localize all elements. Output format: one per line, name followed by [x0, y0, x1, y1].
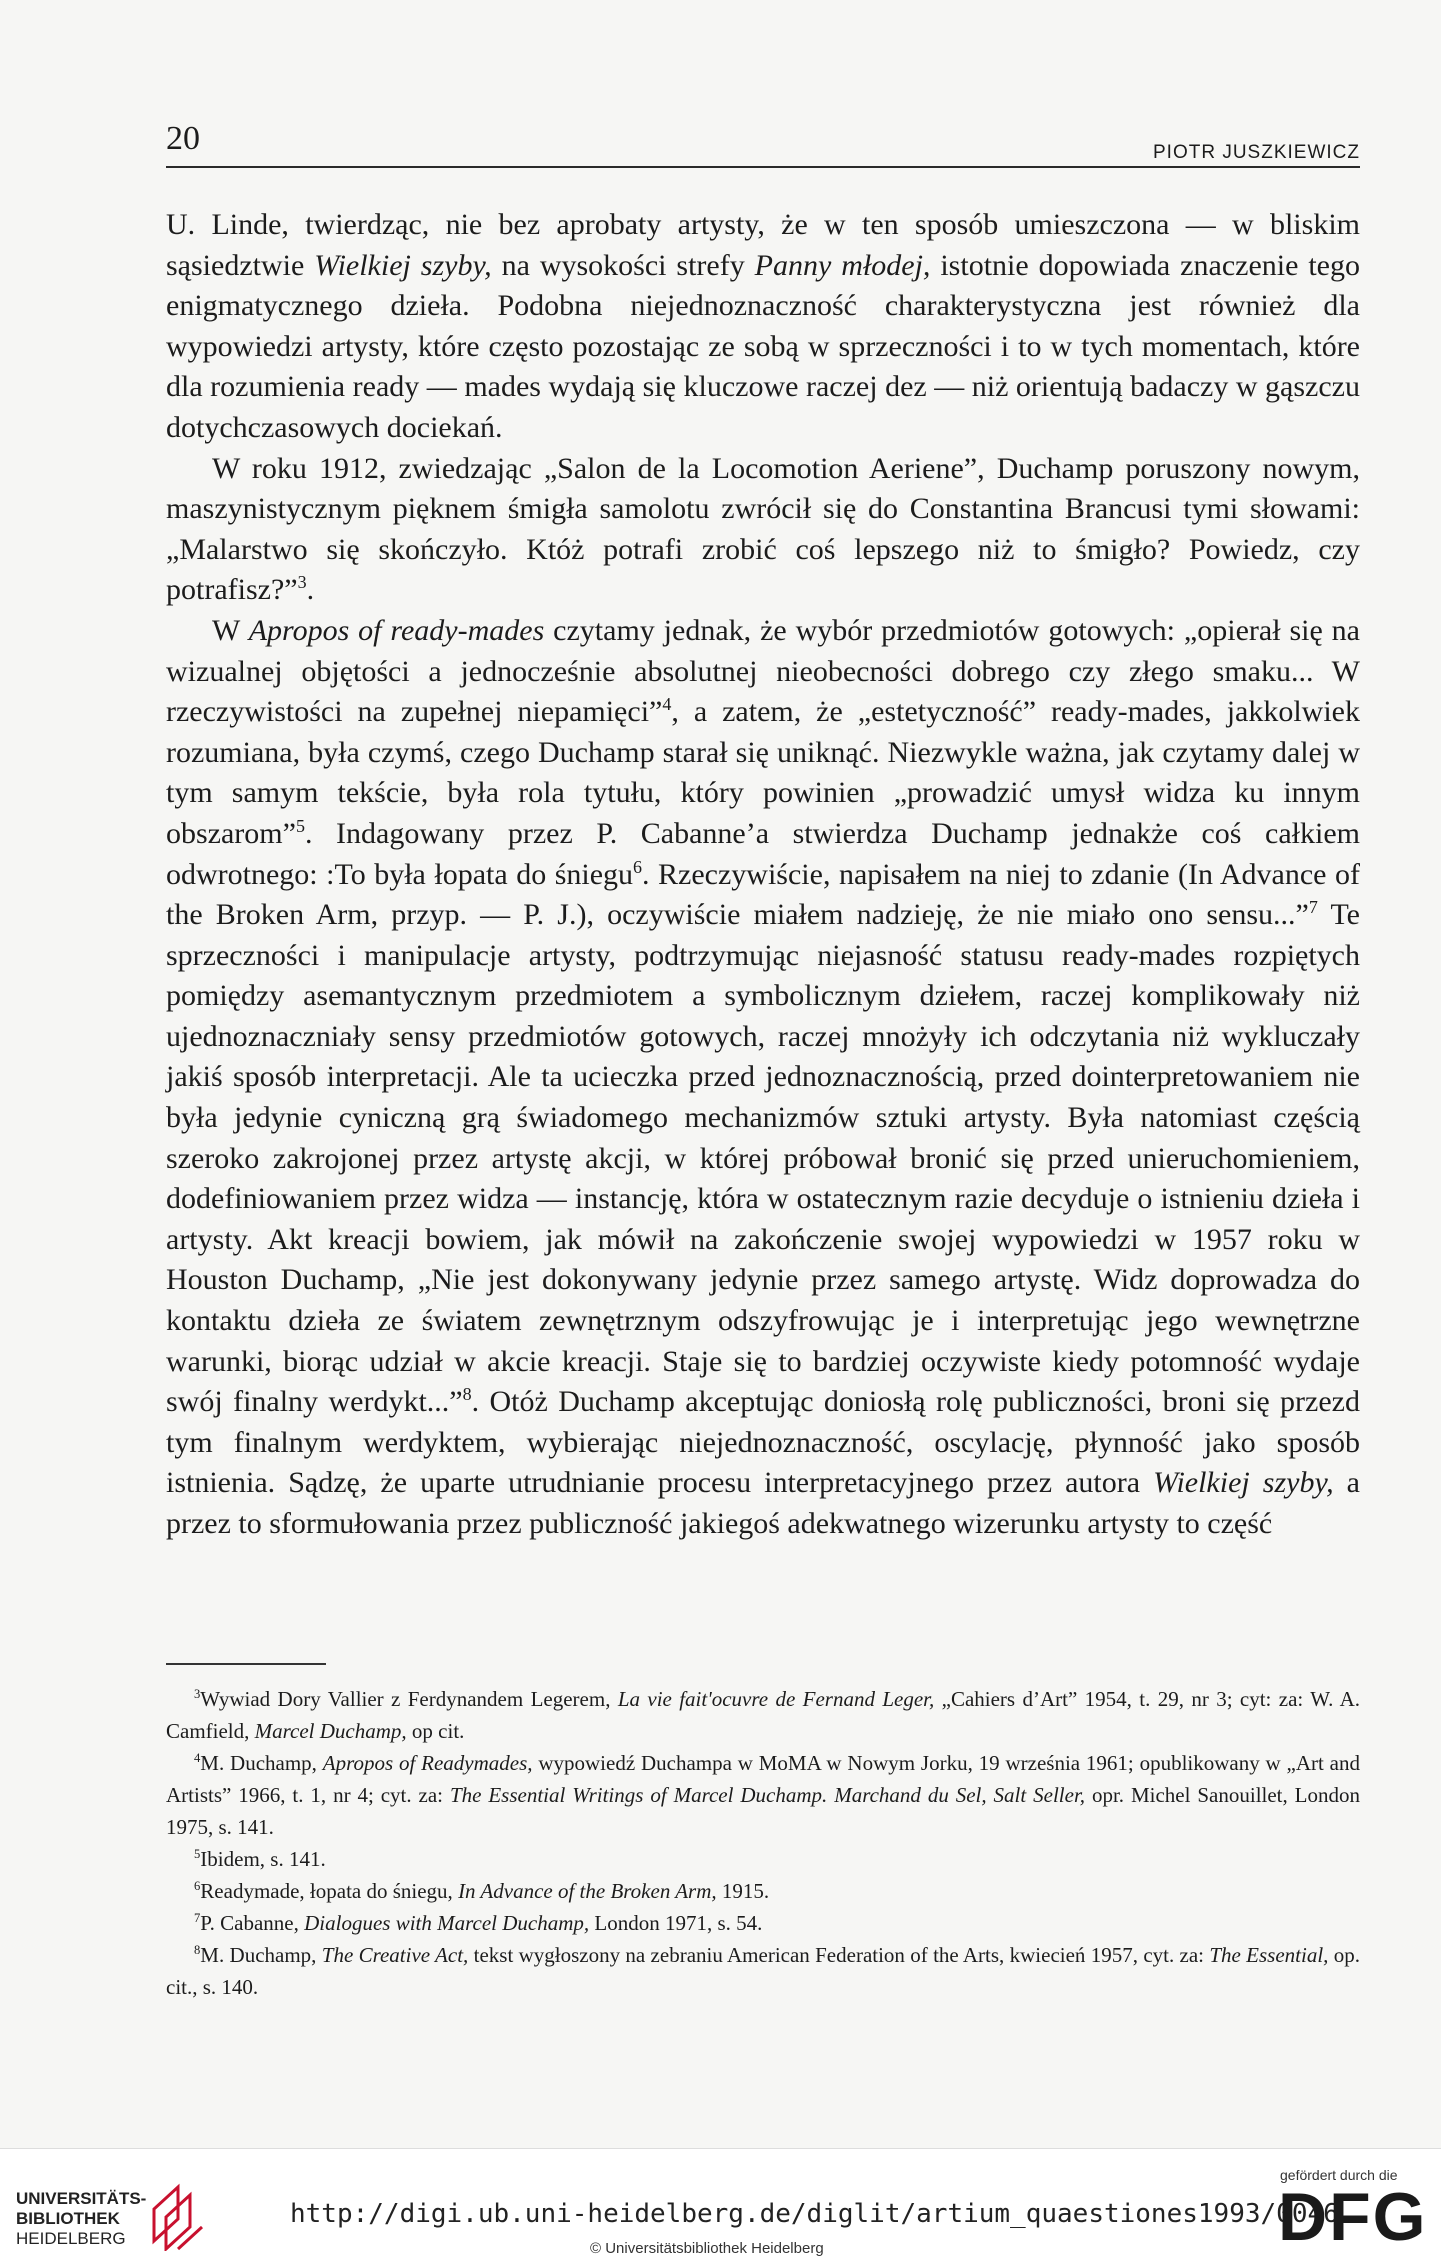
- footnote-3: $^3$Wywiad Dory Vallier z Ferdynandem Legerem, La vie fait'ocuvre de Fernand Leger, „Cahiers d’Art” 1954, t. 29, nr 3; cyt: za: W. A. Camfield, Marcel Duchamp, op cit.: [166, 1687, 1361, 1743]
- footnote-6: $^6$Readymade, łopata do śniegu, In Advance of the Broken Arm, 1915.: [194, 1879, 770, 1903]
- logo-line-2: BIBLIOTHEK: [16, 2209, 120, 2228]
- page-number: 20: [166, 120, 200, 157]
- footnote-ref-4: 4: [662, 694, 672, 715]
- dfg-caption: gefördert durch die: [1280, 2167, 1398, 2183]
- footnote-5: $^5$Ibidem, s. 141.: [194, 1847, 326, 1871]
- footnote-ref-5: 5: [295, 815, 305, 836]
- logo-line-1: UNIVERSITÄTS-: [16, 2189, 147, 2208]
- paragraph-2: W roku 1912, zwiedzając „Salon de la Locomotion Aeriene”, Duchamp poruszony nowym, maszynistycznym pięknem śmigła samolotu zwrócił się do Constantina Brancusi tymi słowami: „Malarstwo się skończyło. Któż potrafi zrobić coś lepszego niż to śmigło? Powiedz, czy potrafisz?”$^3$.: [166, 451, 1360, 607]
- viewer-footer: [0, 2148, 1441, 2264]
- footnote-ref-6: 6: [633, 856, 643, 877]
- body-text: [166, 205, 1360, 1545]
- logo-line-3: HEIDELBERG: [16, 2229, 126, 2248]
- paragraph-3: W Apropos of ready-mades czytamy jednak, że wybór przedmiotów gotowych: „opierał się na wizualnej objętości a jednocześnie absolutnej nieobecności dobrego czy złego smaku... W rzeczywistości na zupełnej niepamięci”$^4$, a zatem, że „estetyczność” ready-mades, jakkolwiek rozumiana, była czymś, czego Duchamp starał się uniknąć. Niezwykle ważna, jak czytamy dalej w tym samym tekście, była rola tytułu, który powinien „prowadzić umysł widza ku innym obszarom”$^5$. Indagowany przez P. Cabanne’a stwierdza Duchamp jednakże coś całkiem odwrotnego: :To była łopata do śniegu$^6$. Rzeczywiście, napisałem na niej to zdanie (In Advance of the Broken Arm, przyp. — P. J.), oczywiście miałem nadzieję, że nie miało ono sensu...”$^7$ Te sprzeczności i manipulacje artysty, podtrzymując niejasność statusu ready-mades rozpiętych pomiędzy asemantycznym przedmiotem a symbolicznym dziełem, raczej komplikowały niż ujednoznaczniały sensy przedmiotów gotowych, raczej mnożyły ich odczytania niż wykluczały jakiś sposób interpretacji. Ale ta ucieczka przed jednoznacznością, przed dointerpretowaniem nie była jedynie cyniczną grą świadomego mechanizmów sztuki artysty. Była natomiast częścią szeroko zakrojonej przez artystę akcji, w której próbował bronić się przed unieruchomieniem, dodefiniowaniem przez widza — instancję, która w ostatecznym razie decyduje o istnieniu dzieła i artysty. Akt kreacji bowiem, jak mówił na zakończenie swojej wypowiedzi w 1957 roku w Houston Duchamp, „Nie jest dokonywany jedynie przez samego artystę. Widz doprowadza do kontaktu dzieła ze światem zewnętrznym odszyfrowując je i interpretując jego wewnętrzne warunki, biorąc udział w akcie kreacji. Staje się to bardziej oczywiste kiedy potomność wydaje swój finalny werdykt...”$^8$. Otóż Duchamp akceptując doniosłą rolę publiczności, broni się przezd tym finalnym werdyktem, wybierając niejednoznaczność, oscylację, płynność jako sposób istnienia. Sądzę, że uparte utrudnianie procesu interpretacyjnego przez autora Wielkiej szyby, a przez to sformułowania przez publiczność jakiegoś adekwatnego wizerunku artysty to część: [166, 613, 1360, 1540]
- footnote-divider: [166, 1663, 326, 1665]
- ub-heidelberg-logo[interactable]: [16, 2189, 146, 2249]
- footnote-ref-8: 8: [462, 1384, 472, 1405]
- copyright-notice: © Universitätsbibliothek Heidelberg: [590, 2240, 824, 2257]
- ub-logo-mark-icon: [148, 2179, 208, 2251]
- dfg-logo[interactable]: DFG: [1278, 2179, 1428, 2255]
- footnote-ref-7: 7: [1308, 897, 1318, 918]
- footnote-4: $^4$M. Duchamp, Apropos of Readymades, wypowiedź Duchampa w MoMA w Nowym Jorku, 19 września 1961; opublikowany w „Art and Artists” 1966, t. 1, nr 4; cyt. za: The Essential Writings of Marcel Duchamp. Marchand du Sel, Salt Seller, opr. Michel Sanouillet, London 1975, s. 141.: [166, 1751, 1361, 1839]
- page-header: [166, 120, 1360, 168]
- footnote-8: $^8$M. Duchamp, The Creative Act, tekst wygłoszony na zebraniu American Federation of the Arts, kwiecień 1957, cyt. za: The Essential, op. cit., s. 140.: [166, 1943, 1360, 1999]
- footnote-7: $^7$P. Cabanne, Dialogues with Marcel Duchamp, London 1971, s. 54.: [194, 1911, 763, 1935]
- paragraph-1: U. Linde, twierdząc, nie bez aprobaty artysty, że w ten sposób umieszczona — w bliskim sąsiedztwie Wielkiej szyby, na wysokości strefy Panny młodej, istotnie dopowiada znaczenie tego enigmatycznego dzieła. Podobna niejednoznaczność charakterystyczna jest również dla wypowiedzi artysty, które często pozostając ze sobą w sprzeczności i to w tych momentach, które dla rozumienia ready — mades wydają się kluczowe raczej dez — niż orientują badaczy w gąszczu dotychczasowych dociekań.: [166, 208, 1361, 444]
- permalink-url[interactable]: http://digi.ub.uni-heidelberg.de/diglit/artium_quaestiones1993/0046: [290, 2199, 1339, 2229]
- footnote-ref-3: 3: [297, 572, 307, 593]
- running-head: PIOTR JUSZKIEWICZ: [1153, 142, 1360, 163]
- footnotes: [166, 1683, 1360, 2003]
